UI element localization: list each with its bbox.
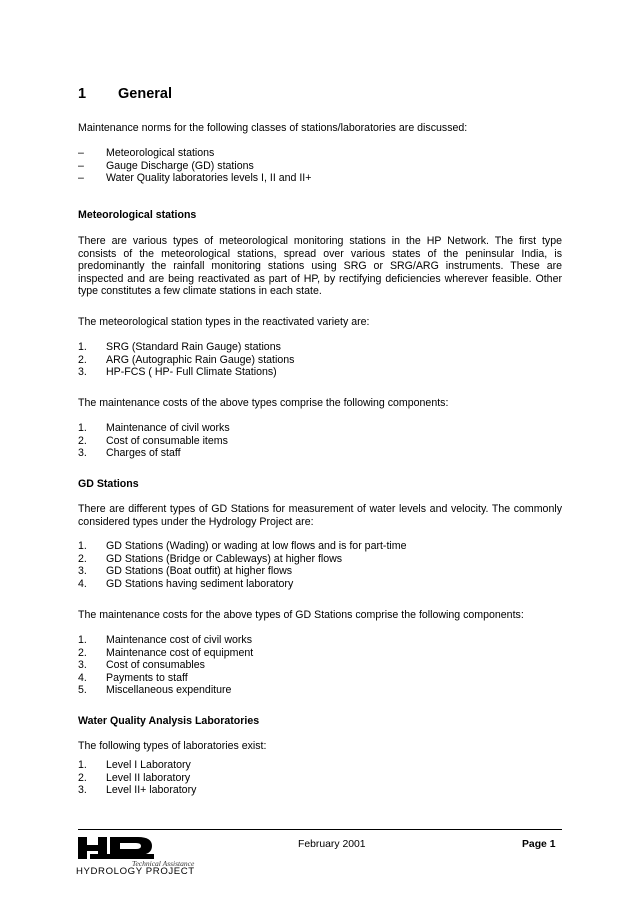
list-item: 2. Cost of consumable items [78,434,228,447]
section-number: 1 [78,86,87,102]
list-item: 4. Payments to staff [78,671,188,684]
list-item: 3. Cost of consumables [78,659,205,672]
met-costs-intro: The maintenance costs of the above types comprise the following components: [78,397,449,409]
gd-paragraph: There are different types of GD Stations for measurement of water levels and velocity. The commonly considered types under the Hydrology Project are: [78,503,562,528]
list-item: 4. GD Stations having sediment laboratory [78,577,294,590]
list-item: – Gauge Discharge (GD) stations [78,159,254,172]
logo-tagline: Technical Assistance [132,859,195,868]
list-item: 3. HP-FCS ( HP- Full Climate Stations) [78,366,277,379]
wq-intro: The following types of laboratories exist: [78,740,267,752]
list-item: 1. Level I Laboratory [78,759,191,771]
list-item: – Meteorological stations [78,147,215,159]
list-item: 1. Maintenance cost of civil works [78,634,253,646]
logo-name: HYDROLOGY PROJECT [76,866,195,875]
hydrology-project-logo [76,835,216,875]
met-paragraph: There are various types of meteorological monitoring stations in the HP Network. The first type consists of the meteorological stations, spread over various states of the peninsular India, is predominantly the rainfall monitoring stations using SRG or SRG/ARG instruments. These are inspected and are being reactivated as part of HP, by rectifying deficiencies wherever feasible. Other type constitutes a few climate stations in each state. [78,235,562,298]
gd-costs-intro: The maintenance costs for the above types of GD Stations comprise the following components: [78,609,524,621]
page-number: Page 1 [522,839,556,850]
gd-types-list [78,540,406,590]
list-item: 1. GD Stations (Wading) or wading at low flows and is for part-time [78,540,407,552]
list-item: 3. Charges of staff [78,447,181,460]
met-types-intro: The meteorological station types in the reactivated variety are: [78,316,370,328]
footer-date: February 2001 [298,839,366,850]
list-item: 1. Maintenance of civil works [78,422,230,434]
intro-text: Maintenance norms for the following classes of stations/laboratories are discussed: [78,122,468,134]
wq-labs-list [78,759,196,797]
section-heading [78,86,172,102]
list-item: 5. Miscellaneous expenditure [78,684,232,697]
list-item: 2. Maintenance cost of equipment [78,646,254,659]
gd-costs-list [78,634,253,697]
list-item: 3. GD Stations (Boat outfit) at higher flows [78,565,293,578]
list-item: 3. Level II+ laboratory [78,784,197,797]
gd-heading: GD Stations [78,478,139,490]
section-title: General [118,86,172,102]
list-item: 2. Level II laboratory [78,771,191,784]
met-costs-list [78,422,230,460]
list-item: 2. GD Stations (Bridge or Cableways) at higher flows [78,552,343,565]
list-item: 1. SRG (Standard Rain Gauge) stations [78,341,281,353]
footer-divider [78,829,562,830]
list-item: – Water Quality laboratories levels I, II and II+ [78,172,312,185]
list-item: 2. ARG (Autographic Rain Gauge) stations [78,353,295,366]
met-types-list [78,341,294,379]
met-heading: Meteorological stations [78,209,197,221]
wq-heading: Water Quality Analysis Laboratories [78,715,260,727]
classes-list [78,147,311,185]
